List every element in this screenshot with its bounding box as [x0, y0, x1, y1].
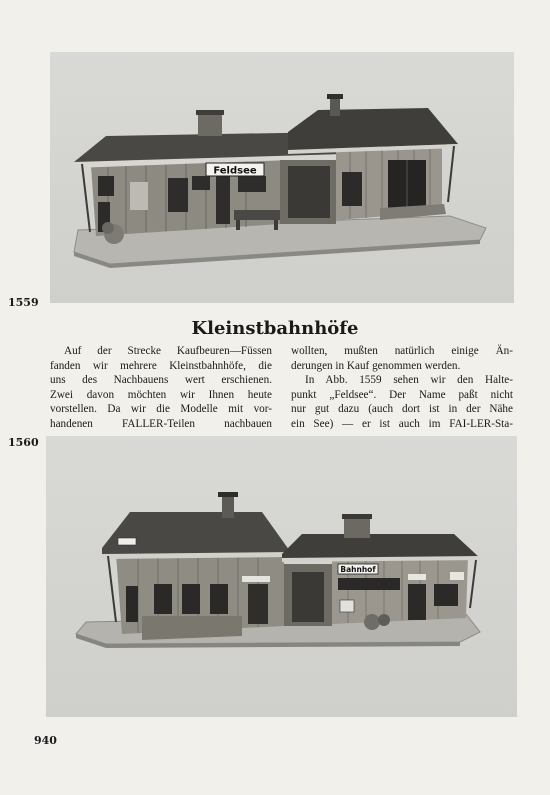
bahnhof-model-illustration [46, 436, 517, 717]
text-line: ein See) — er ist auch im FAI-LER-Sta- [291, 417, 513, 430]
text-line: In Abb. 1559 sehen wir den Halte- [305, 374, 513, 387]
figure-number-1560: 1560 [8, 436, 39, 449]
text-line: wollten, mußten natürlich einige Än- [291, 345, 513, 357]
station-sign-feldsee: Feldsee [213, 165, 257, 177]
text-line: Auf der Strecke Kaufbeuren—Füssen [64, 345, 272, 357]
station-sign-bahnhof: Bahnhof [340, 565, 376, 574]
text-line: punkt „Feldsee“. Der Name paßt nicht [291, 388, 513, 401]
photo-feldsee-station [50, 52, 514, 303]
article-heading: Kleinstbahnhöfe [191, 318, 359, 339]
page-number: 940 [34, 734, 57, 747]
text-line: vorstellen. Da wir die Modelle mit vor- [50, 403, 272, 416]
text-line: fanden wir mehrere Kleinstbahnhöfe, die [50, 359, 272, 372]
text-line: uns des Nachbauens wert erschienen. [50, 374, 272, 387]
feldsee-model-illustration [50, 52, 514, 303]
text-line: nur gut dazu (auch dort ist in der Nähe [291, 403, 513, 416]
text-line: Zwei davon möchten wir Ihnen heute [50, 388, 272, 401]
text-column-right [291, 344, 513, 432]
text-line: derungen in Kauf genommen werden. [291, 359, 461, 372]
figure-number-1559: 1559 [8, 296, 39, 309]
text-line: handenen FALLER-Teilen nachbauen [50, 417, 272, 430]
text-column-left [50, 344, 272, 432]
photo-bahnhof-station [46, 436, 517, 717]
